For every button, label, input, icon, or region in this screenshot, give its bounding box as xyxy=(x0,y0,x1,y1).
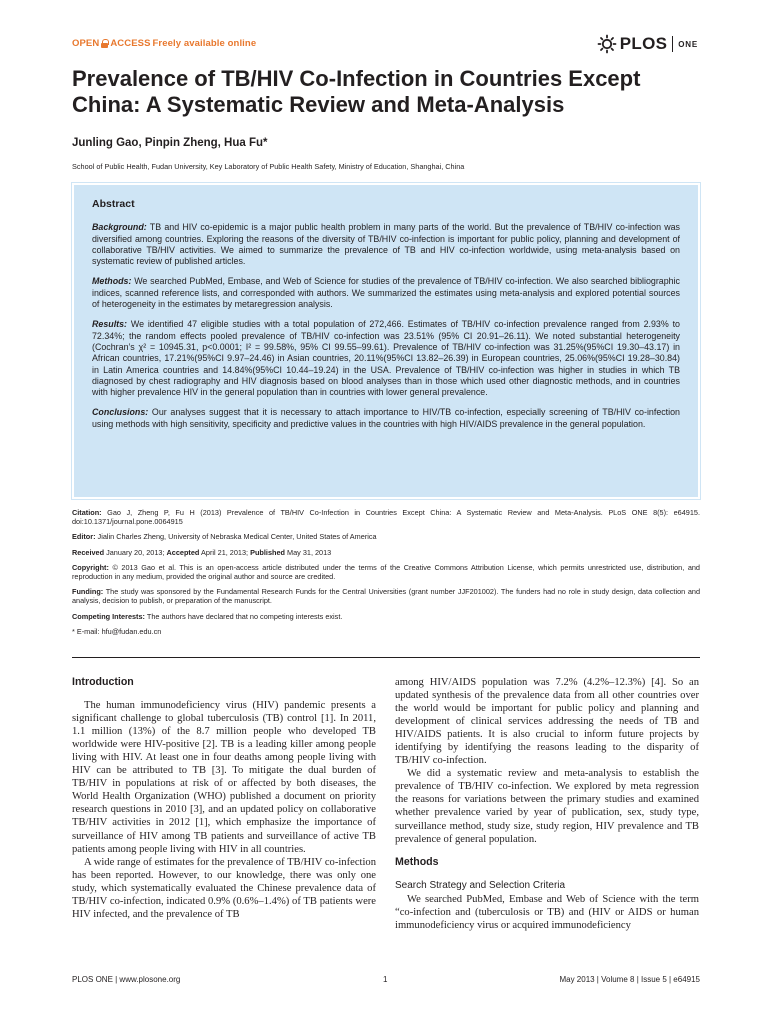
funding-text: The study was sponsored by the Fundamental Research Funds for the Central Universities (grant number JJF201002). The funders had no role in study design, data collection and analysis, decision to publish, or preparation of the manuscript. xyxy=(72,587,700,606)
competing-text: The authors have declared that no competing interests exist. xyxy=(144,611,343,621)
introduction-paragraph-1: The human immunodeficiency virus (HIV) pandemic presents a significant challenge to global tuberculosis (TB) control [1]. In 2011, 1.1 million (13%) of the 8.7 million people who developed TB worldwide were HIV-positive [2]. TB is a leading killer among people living with HIV. At least one in four deaths among people living with HIV can be attributed to TB [3]. To mitigate the dual burden of TB/HIV in populations at risk of or affected by both diseases, the World Health Organization (WHO) published a document on priority research questions in 2010 [3], and an updated policy on collaborative TB/HIV activities in 2012 [1], which emphasize the importance of surveillance of HIV among TB patients and surveillance of active TB patients among people living with HIV in all countries. xyxy=(72,700,376,855)
accepted-date: April 21, 2013; xyxy=(199,547,251,557)
funding xyxy=(72,587,700,605)
body-column-left xyxy=(72,676,376,921)
abstract-methods-text: We searched PubMed, Embase, and Web of Science for studies of the prevalence of TB/HIV co-infection. We also searched bibliographic indices, scanned reference lists, and corresponded with authors. We summarized the estimates using meta-analysis and explored potential sources of heterogeneity in the estimates by metaregression analysis. xyxy=(92,276,680,310)
dates xyxy=(72,548,700,557)
logo-divider xyxy=(672,36,673,52)
abstract-heading: Abstract xyxy=(92,198,135,210)
article-info xyxy=(72,508,700,642)
introduction-paragraph-3: among HIV/AIDS population was 7.2% (4.2%–12.3%) [4]. So an updated synthesis of the prevalence data from all other countries over the world would be important for public policy and planning and development of clinical services addressing the needs of TB and HIV/AIDS patients. It is also crucial to inform future projects by identifying by identifying the reasons leading to the disparity of TB/HIV co-infection. xyxy=(395,677,699,767)
page-footer xyxy=(72,975,700,984)
article-title: Prevalence of TB/HIV Co-Infection in Countries Except China: A Systematic Review and Meta-Analysis xyxy=(72,66,641,117)
copyright xyxy=(72,563,700,581)
introduction-paragraph-4: We did a systematic review and meta-analysis to establish the prevalence of TB/HIV co-infection. We explored by meta regression the reasons for variations between the primary studies and examined whether prevalence varied by year of publication, sex, study type, surveillance method, study size, study region, HIV prevalence and TB prevalence of general population. xyxy=(395,768,699,845)
methods-heading: Methods xyxy=(395,855,439,868)
competing-interests xyxy=(72,612,700,621)
abstract-results-label: Results: xyxy=(92,319,128,330)
editor-text: Jialin Charles Zheng, University of Nebraska Medical Center, United States of America xyxy=(95,532,377,542)
abstract-content xyxy=(80,191,692,491)
open-lock-icon xyxy=(101,39,108,48)
plos-sun-icon xyxy=(597,34,617,54)
abstract-methods-label: Methods: xyxy=(92,276,132,287)
abstract-background-text: TB and HIV co-epidemic is a major public health problem in many parts of the world. But the prevalence of TB/HIV co-infection was diversified among countries. Exploring the reasons of the diversity of TB/HIV co-infection is important for public policy, planning and development of collaborative TB/HIV activities. We aimed to summarize the prevalence of TB and HIV co-infection worldwide, using meta-analysis based on systematic review of published articles. xyxy=(92,222,680,267)
abstract-box xyxy=(72,183,700,499)
introduction-heading: Introduction xyxy=(72,676,134,688)
published-label: Published xyxy=(250,547,285,557)
spacer xyxy=(395,846,699,856)
plos-one-logo xyxy=(597,34,698,54)
abstract-conclusions-text: Our analyses suggest that it is necessary to attach importance to HIV/TB co-infection, especially screening of TB/HIV co-infection using methods with high sensitivity, specificity and predictive values in the countries with high HIV/AIDS prevalence in the general population. xyxy=(92,407,680,429)
section-divider xyxy=(72,657,700,658)
funding-label: Funding: xyxy=(72,587,104,597)
citation xyxy=(72,508,700,526)
editor xyxy=(72,532,700,541)
footer-journal-site: PLOS ONE | www.plosone.org xyxy=(72,975,181,984)
corresponding-email[interactable]: * E-mail: hfu@fudan.edu.cn xyxy=(72,626,162,636)
open-access-word-open: OPEN xyxy=(72,38,100,49)
body-column-right xyxy=(395,676,699,932)
search-strategy-paragraph: We searched PubMed, Embase and Web of Science with the term “co-infection and (tuberculosis or TB) and (HIV or AIDS or human immunodeficiency virus or acquired immunodeficiency xyxy=(395,893,699,931)
abstract-results xyxy=(92,319,680,398)
published-date: May 31, 2013 xyxy=(284,547,332,557)
citation-label: Citation: xyxy=(72,508,102,517)
plos-one-sublabel: ONE xyxy=(678,39,698,49)
author-affiliation: School of Public Health, Fudan University, Key Laboratory of Public Health Safety, Ministry of Education, Shanghai, China xyxy=(72,162,465,171)
citation-text: Gao J, Zheng P, Fu H (2013) Prevalence of TB/HIV Co-Infection in Countries Except China: A Systematic Review and Meta-Analysis. PLoS ONE 8(5): e64915. doi:10.1371/journal.pone.0064915 xyxy=(72,508,700,527)
author-list: Junling Gao, Pinpin Zheng, Hua Fu* xyxy=(72,137,268,149)
accepted-label: Accepted xyxy=(166,547,200,557)
copyright-text: © 2013 Gao et al. This is an open-access article distributed under the terms of the Creative Commons Attribution License, which permits unrestricted use, distribution, and reproduction in any medium, provided the original author and source are credited. xyxy=(72,562,700,582)
abstract-conclusions-label: Conclusions: xyxy=(92,407,149,418)
plos-wordmark: PLOS xyxy=(619,34,668,53)
introduction-paragraph-2: A wide range of estimates for the prevalence of TB/HIV co-infection has been reported. However, to our knowledge, there was only one study, which systematically evaluated the Chinese prevalence data of TB/HIV co-infection, indicated 0.9% (0.6%–1.4%) of TB patients were HIV infected, and the prevalence of TB xyxy=(72,856,377,920)
open-access-tagline: Freely available online xyxy=(152,38,257,49)
open-access-banner xyxy=(72,38,256,49)
abstract-results-text: We identified 47 eligible studies with a total population of 272,466. Estimates of TB/HIV co-infection prevalence ranged from 2.93% to 72.34%; the random effects pooled prevalence of TB/HIV co-infection was 23.51% (95% CI 20.91–26.11). We noted substantial heterogeneity (Cochran’s χ² = 10945.31, p<0.0001; I² = 99.58%, 95% CI 99.55–99.61). Prevalence of TB/HIV co-infection was 31.25%(95%CI 19.30–43.17) in African countries, 17.21%(95%CI 9.97–24.46) in Asian countries, 20.11%(95%CI 13.82–26.39) in European countries, 25.06%(95%CI 19.28–30.84) in Latin America countries and 14.84%(95%CI 10.44–19.24) in the USA. Prevalence of TB/HIV co-infection was higher in studies in which TB diagnosed by chest radiography and HIV diagnosis based on blood analyses than in those which used other diagnostic methods, and in countries with higher prevalence HIV in the general population than in countries with lower general prevalence. xyxy=(92,319,680,398)
open-access-word-access: ACCESS xyxy=(110,38,151,49)
search-strategy-heading: Search Strategy and Selection Criteria xyxy=(395,879,566,891)
abstract-methods xyxy=(92,276,680,310)
abstract-conclusions xyxy=(92,407,680,430)
journal-header xyxy=(72,34,698,56)
copyright-label: Copyright: xyxy=(72,562,109,572)
received-label: Received xyxy=(72,547,105,557)
abstract-background xyxy=(92,222,680,267)
competing-label: Competing Interests: xyxy=(72,611,145,621)
footer-issue-info: May 2013 | Volume 8 | Issue 5 | e64915 xyxy=(559,975,700,984)
editor-label: Editor: xyxy=(72,532,96,542)
page-number: 1 xyxy=(383,975,388,984)
abstract-background-label: Background: xyxy=(92,222,147,233)
received-date: January 20, 2013; xyxy=(104,547,167,557)
